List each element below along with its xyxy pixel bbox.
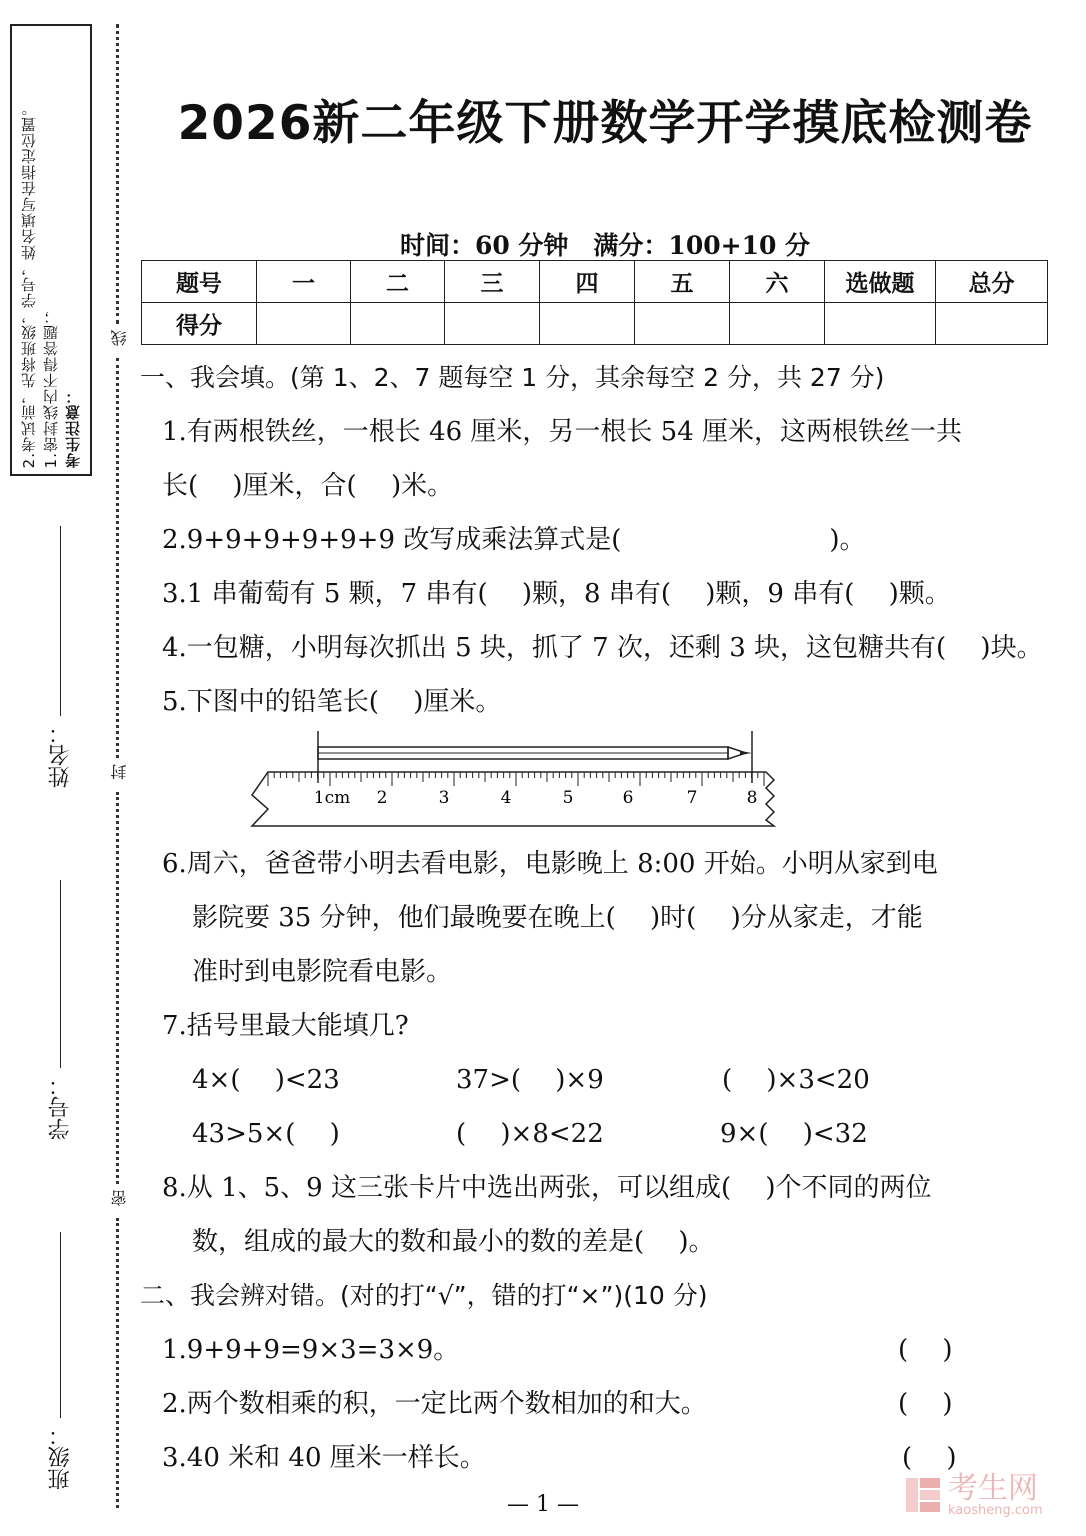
- score-input-cell[interactable]: [445, 303, 540, 345]
- student-id-field[interactable]: [40, 880, 80, 1140]
- question-8-line-1: 8.从 1、5、9 这三张卡片中选出两张，可以组成( )个不同的两位: [162, 1173, 932, 1203]
- score-header-cell: 四: [540, 261, 635, 303]
- question-2: 2.9+9+9+9+9+9 改写成乘法算式是( )。: [162, 525, 866, 555]
- watermark: [904, 1470, 1074, 1520]
- score-header-cell: 总分: [936, 261, 1048, 303]
- seal-word-xian: 线: [110, 330, 129, 346]
- score-table-score-row: [142, 303, 1048, 345]
- watermark-logo-icon: [904, 1474, 942, 1516]
- question-6-line-3: 准时到电影院看电影。: [192, 957, 453, 987]
- score-header-cell: 二: [351, 261, 445, 303]
- question-7-item: 43>5×( ): [192, 1119, 340, 1149]
- student-id-label: 学号：: [47, 1074, 73, 1140]
- class-label: 班级：: [47, 1424, 73, 1490]
- pencil-drawing: [318, 747, 752, 759]
- question-1-line-2: 长( )厘米，合( )米。: [162, 471, 454, 501]
- name-field[interactable]: [40, 526, 80, 788]
- ruler-label-4: 4: [500, 788, 512, 808]
- question-7-item: 37>( )×9: [456, 1065, 604, 1095]
- score-input-cell[interactable]: [730, 303, 825, 345]
- ruler-ticks: [268, 772, 764, 786]
- exam-notice-box: [10, 24, 92, 476]
- page-number: — 1 —: [507, 1492, 579, 1517]
- ruler-svg: [246, 725, 786, 835]
- question-7-item: ( )×8<22: [456, 1119, 604, 1149]
- ruler-label-3: 3: [438, 788, 450, 808]
- notice-line-2: 2.考试前，先将班级，学号，姓名填写在指定位置。: [20, 99, 38, 468]
- name-label: 姓名：: [47, 722, 73, 788]
- score-row-label: 得分: [142, 303, 257, 345]
- seal-dotted-line-lower: [116, 792, 119, 1184]
- section-2-title: 二、我会辨对错。(对的打“√”，错的打“×”)(10 分): [140, 1281, 708, 1310]
- question-5: 5.下图中的铅笔长( )厘米。: [162, 687, 502, 717]
- name-write-line[interactable]: [60, 526, 61, 716]
- score-input-cell[interactable]: [936, 303, 1048, 345]
- seal-dotted-line-mid: [116, 358, 119, 758]
- exam-title: 2026新二年级下册数学开学摸底检测卷: [177, 96, 1033, 151]
- notice-line-1: 1.密封线内不得答题；: [42, 307, 60, 468]
- question-7-item: 4×( )<23: [192, 1065, 340, 1095]
- score-input-cell[interactable]: [540, 303, 635, 345]
- question-7-item: ( )×3<20: [722, 1065, 870, 1095]
- seal-word-feng: 封: [110, 764, 129, 780]
- question-3: 3.1 串葡萄有 5 颗，7 串有( )颗，8 串有( )颗，9 串有( )颗。: [162, 579, 951, 609]
- seal-dotted-line-top: [116, 24, 119, 324]
- question-8-line-2: 数，组成的最大的数和最小的数的差是( )。: [192, 1227, 715, 1257]
- section-1-title: 一、我会填。(第 1、2、7 题每空 1 分，其余每空 2 分，共 27 分): [140, 363, 885, 392]
- seal-dotted-line-bottom: [116, 1218, 119, 1508]
- score-header-cell: 一: [257, 261, 351, 303]
- judge-answer-paren-2[interactable]: ( ): [898, 1389, 953, 1419]
- student-id-write-line[interactable]: [60, 880, 61, 1068]
- ruler-label-8: 8: [746, 788, 758, 808]
- ruler-label-2: 2: [376, 788, 388, 808]
- score-header-cell: 选做题: [825, 261, 936, 303]
- score-table-header-row: [142, 261, 1048, 303]
- question-7: 7.括号里最大能填几?: [162, 1011, 409, 1041]
- watermark-en-text: kaosheng.com: [948, 1502, 1043, 1518]
- judge-item-3: 3.40 米和 40 厘米一样长。: [162, 1443, 486, 1473]
- score-input-cell[interactable]: [351, 303, 445, 345]
- score-header-cell: 题号: [142, 261, 257, 303]
- judge-answer-paren-1[interactable]: ( ): [898, 1335, 953, 1365]
- score-input-cell[interactable]: [257, 303, 351, 345]
- judge-item-2: 2.两个数相乘的积，一定比两个数相加的和大。: [162, 1389, 707, 1419]
- ruler-label-1cm: 1cm: [313, 788, 351, 808]
- class-field[interactable]: [40, 1232, 80, 1490]
- ruler-label-5: 5: [562, 788, 574, 808]
- score-header-cell: 六: [730, 261, 825, 303]
- notice-title: 考生注意：: [64, 388, 82, 468]
- judge-item-1: 1.9+9+9=9×3=3×9。: [162, 1335, 460, 1365]
- question-6-line-1: 6.周六，爸爸带小明去看电影，电影晚上 8:00 开始。小明从家到电: [162, 849, 938, 879]
- watermark-cn-text: 考生网: [948, 1470, 1038, 1506]
- judge-answer-paren-3[interactable]: ( ): [902, 1443, 957, 1473]
- ruler-pencil-figure: [246, 725, 786, 835]
- score-header-cell: 五: [635, 261, 730, 303]
- ruler-label-6: 6: [622, 788, 634, 808]
- question-7-item: 9×( )<32: [720, 1119, 868, 1149]
- exam-time-score-info: 时间：60 分钟 满分：100+10 分: [399, 231, 811, 260]
- score-header-cell: 三: [445, 261, 540, 303]
- class-write-line[interactable]: [60, 1232, 61, 1418]
- score-input-cell[interactable]: [635, 303, 730, 345]
- seal-word-mi: 密: [110, 1190, 129, 1206]
- ruler-label-7: 7: [686, 788, 698, 808]
- ruler-number-labels: [314, 788, 758, 808]
- question-4: 4.一包糖，小明每次抓出 5 块，抓了 7 次，还剩 3 块，这包糖共有( )块。: [162, 633, 1043, 663]
- question-1-line-1: 1.有两根铁丝，一根长 46 厘米，另一根长 54 厘米，这两根铁丝一共: [162, 417, 963, 447]
- score-input-cell[interactable]: [825, 303, 936, 345]
- question-6-line-2: 影院要 35 分钟，他们最晚要在晚上( )时( )分从家走，才能: [192, 903, 923, 933]
- score-table: [141, 260, 1048, 345]
